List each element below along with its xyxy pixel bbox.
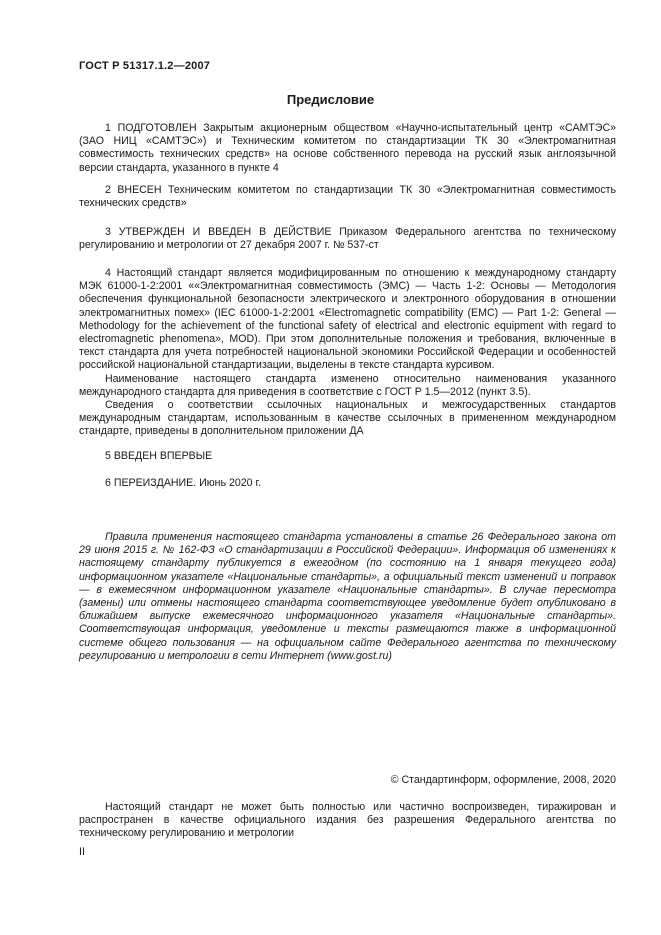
item-2 <box>79 184 616 210</box>
item-4-name-note: Наименование настоящего стандарта изменено относительно наименования указанного международного стандарта для приведения в соответствие с ГОСТ Р 1.5—2012 (пункт 3.5). <box>79 372 616 398</box>
item-6-text: 6 ПЕРЕИЗДАНИЕ. Июнь 2020 г. <box>105 477 262 489</box>
page-title: Предисловие <box>286 92 375 107</box>
item-4 <box>79 267 616 439</box>
item-4-text: 4 Настоящий стандарт является модифицированным по отношению к международному стандарту МЭК 61000-1-2:2001 ««Электромагнитная совместимость (ЭМС) — Часть 1-2: Основы — Методология обеспечения функциональной безопасности электрического и электронного оборудования в отношении электромагнитных помех» (IEC 61000-1-2:2001 «Electromagnetic compatibility (EMC) — Part 1-2: General — Methodology for the achievement of the functional safety of electrical and electronic equipment with regard to electromagnetic phenomena», MOD). При этом дополнительные положения и требования, включенные в текст стандарта для учета потребностей национальной экономики Российской Федерации и особенностей российской национальной стандартизации, выделены в тексте стандарта курсивом. <box>79 267 616 372</box>
usage-notice <box>79 531 616 663</box>
reproduction-notice-text: Настоящий стандарт не может быть полностью или частично воспроизведен, тиражирован и распространен в качестве официального издания без разрешения Федерального агентства по техническому регулированию и метрологии <box>79 801 616 840</box>
item-1 <box>79 122 616 175</box>
item-6 <box>79 477 616 490</box>
item-3-text: 3 УТВЕРЖДЕН И ВВЕДЕН В ДЕЙСТВИЕ Приказом Федерального агентства по техническому регулированию и метрологии от 27 декабря 2007 г. № 537-ст <box>79 226 616 252</box>
item-2-text: 2 ВНЕСЕН Техническим комитетом по стандартизации ТК 30 «Электромагнитная совместимость технических средств» <box>79 184 616 210</box>
item-3 <box>79 226 616 252</box>
reproduction-notice <box>79 801 616 841</box>
page-number: II <box>79 846 85 858</box>
usage-notice-text: Правила применения настоящего стандарта установлены в статье 26 Федерального закона от 29 июня 2015 г. № 162-ФЗ «О стандартизации в Российской Федерации». Информация об изменениях к настоящему стандарту публикуется в ежегодном (по состоянию на 1 января текущего года) информационном указателе «Национальные стандарты», а официальный текст изменений и поправок — в ежемесячном информационном указателе «Национальные стандарты». В случае пересмотра (замены) или отмены настоящего стандарта соответствующее уведомление будет опубликовано в ближайшем выпуске ежемесячного информационного указателя «Национальные стандарты». Соответствующая информация, уведомление и тексты размещаются также в информационной системе общего пользования — на официальном сайте Федерального агентства по техническому регулированию и метрологии в сети Интернет (www.gost.ru) <box>79 531 616 662</box>
item-1-text: 1 ПОДГОТОВЛЕН Закрытым акционерным обществом «Научно-испытательный центр «САМТЭС» (ЗАО НИЦ «САМТЭС») и Техническим комитетом по стандартизации ТК 30 «Электромагнитная совместимость технических средств» на основе собственного перевода на русский язык англоязычной версии стандарта, указанного в пункте 4 <box>79 122 616 174</box>
item-5-text: 5 ВВЕДЕН ВПЕРВЫЕ <box>105 450 213 462</box>
item-4-references-note: Сведения о соответствии ссылочных национальных и межгосударственных стандартов международным стандартам, использованным в качестве ссылочных в примененном международном стандарте, приведены в дополнительном приложении ДА <box>79 399 616 438</box>
copyright: © Стандартинформ, оформление, 2008, 2020 <box>390 774 616 786</box>
item-5 <box>79 450 616 463</box>
standard-code-header: ГОСТ Р 51317.1.2—2007 <box>79 60 211 72</box>
